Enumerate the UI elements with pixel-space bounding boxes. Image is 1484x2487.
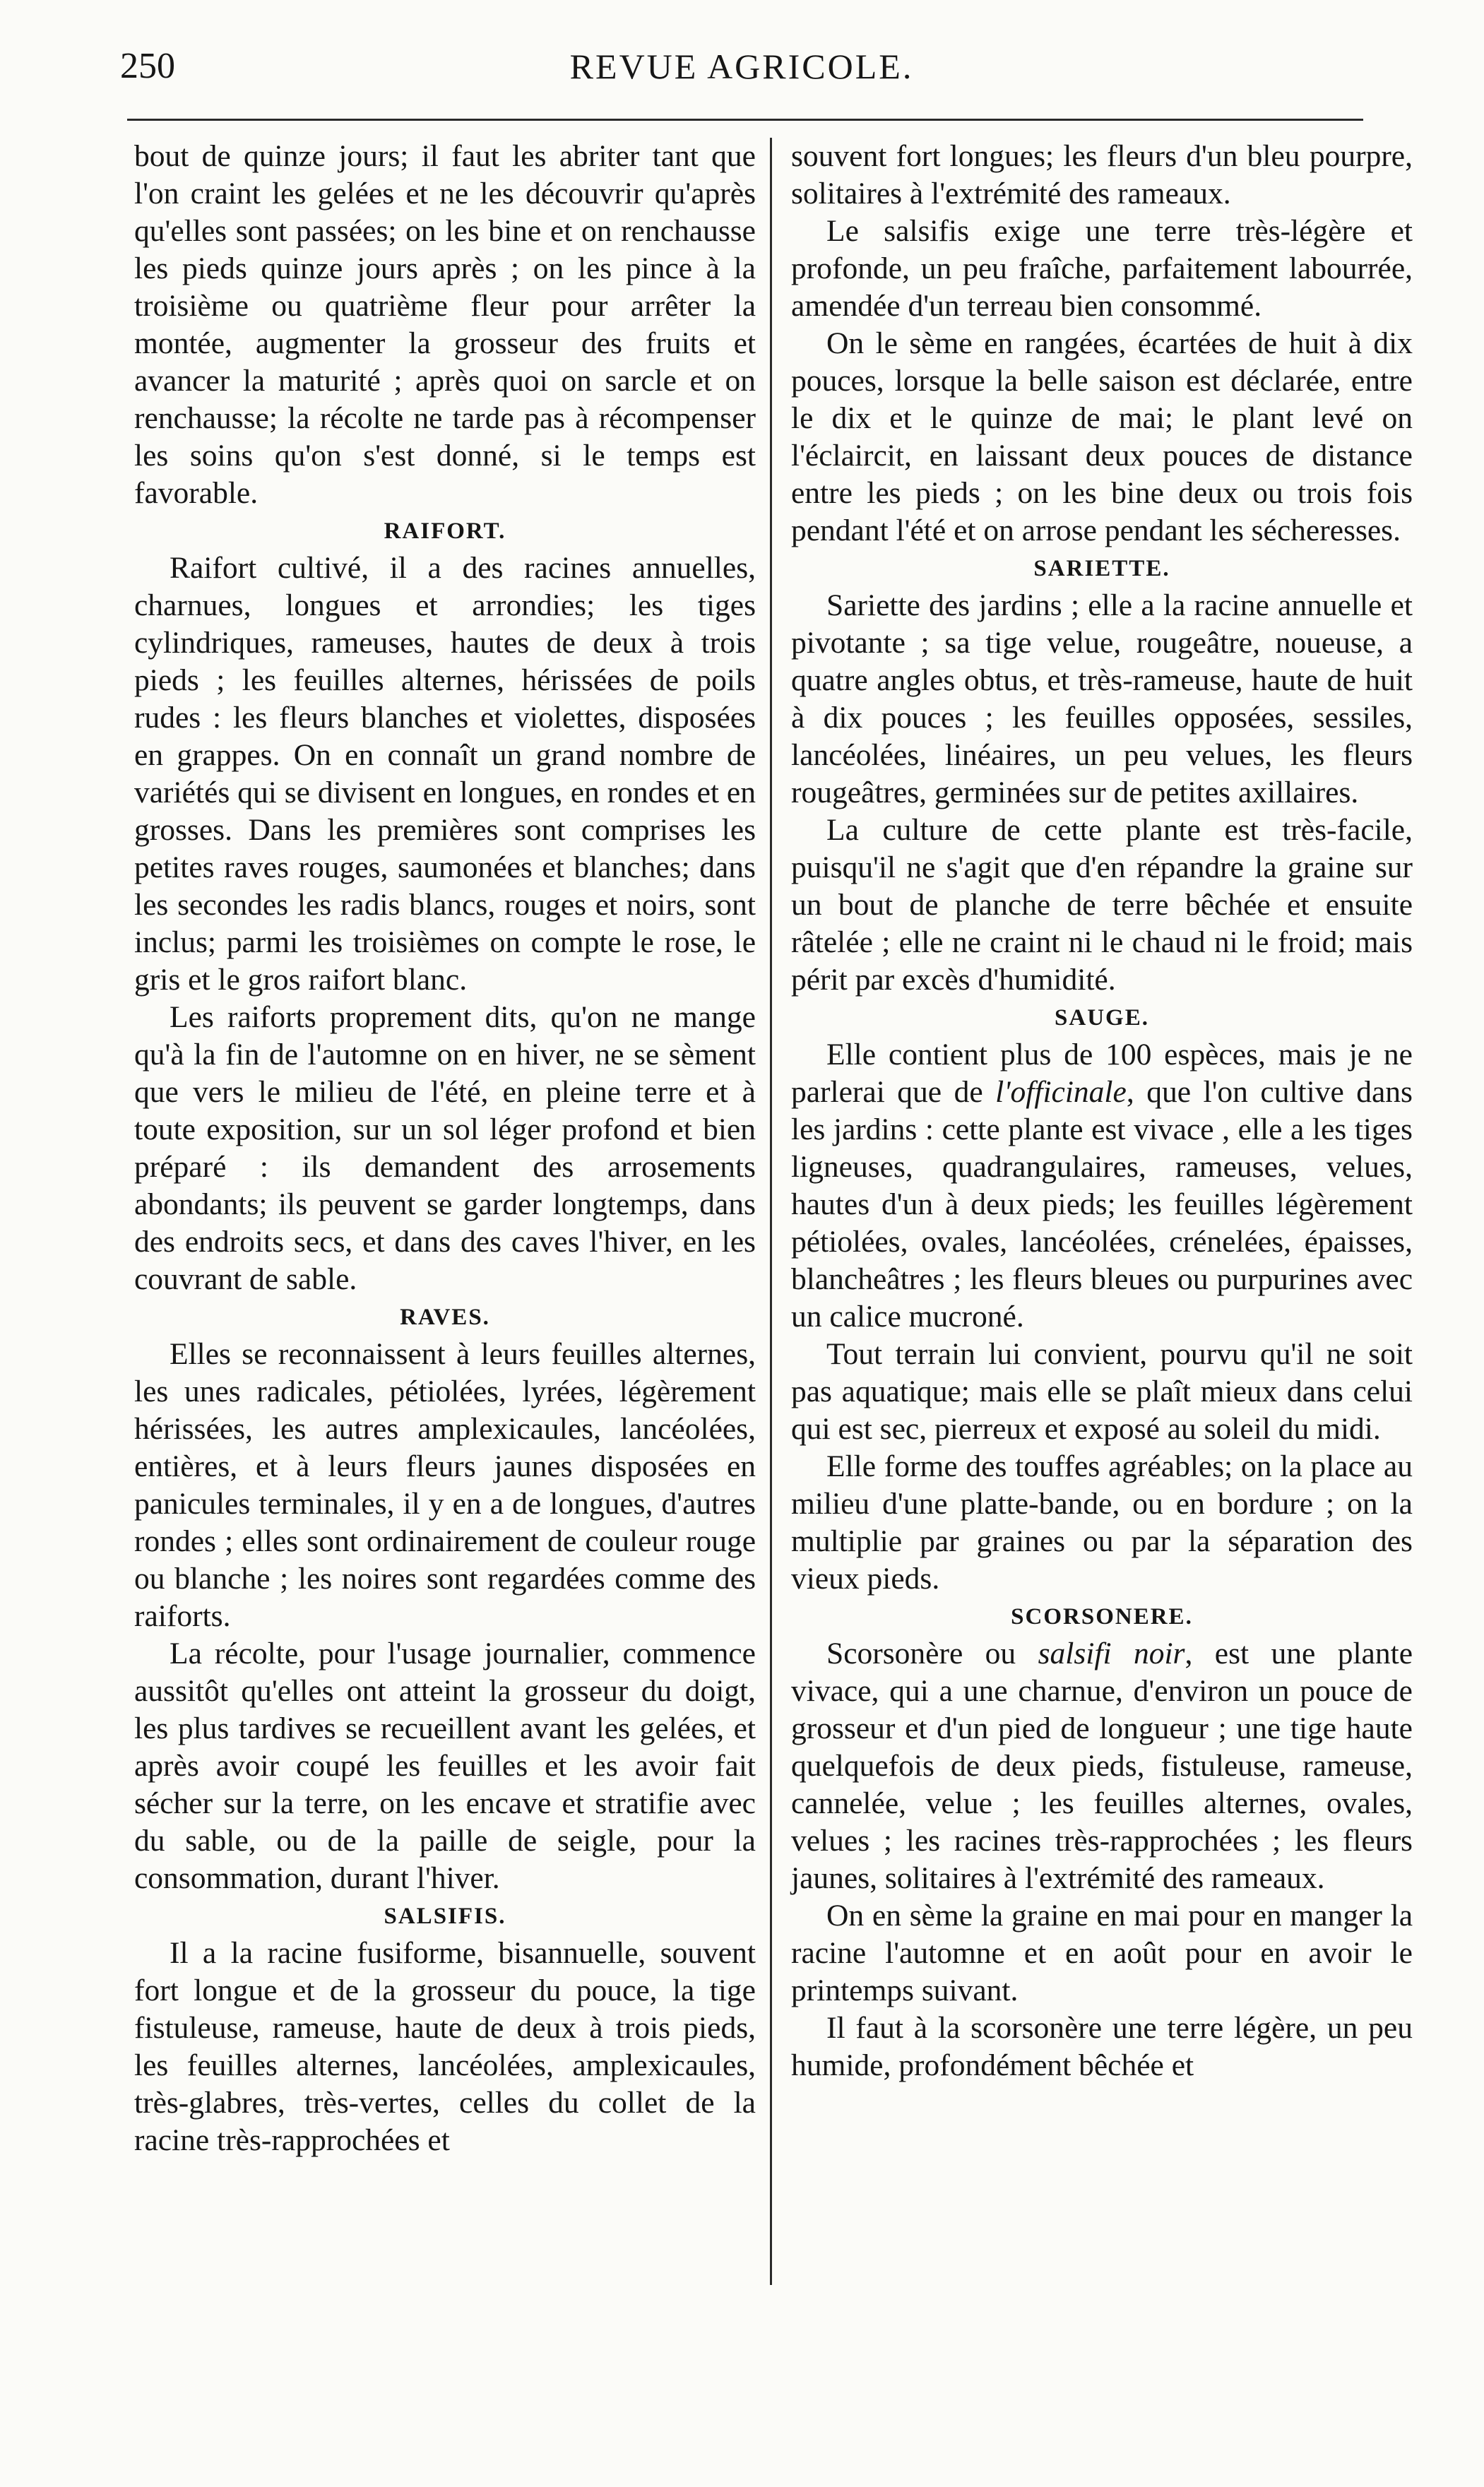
paragraph: La culture de cette plante est très-facile, puisqu'il ne s'agit que d'en répandre la graine sur un bout de planche de terre bêchée et ensuite râtelée ; elle ne craint ni le chaud ni le froid; mais périt par excès d'humidité.: [791, 813, 1413, 997]
section-heading-raifort: RAIFORT.: [384, 518, 506, 544]
text-span: , est une plante vivace, qui a une charnue, d'environ un pouce de grosseur et d'un pied de longueur ; une tige haute quelquefois de deux pieds, fistuleuse, rameuse, cannelée, velue ; les feuilles alternes, ovales, velues ; les racines très-rapprochées ; les fleurs jaunes, solitaires à l'extrémité des rameaux.: [791, 1637, 1413, 1895]
paragraph: [791, 1036, 1413, 1336]
section-heading-sariette: SARIETTE.: [1033, 556, 1170, 581]
section-heading-salsifis: SALSIFIS.: [384, 1904, 506, 1929]
paragraph: bout de quinze jours; il faut les abriter tant que l'on craint les gelées et ne les découvrir qu'après qu'elles sont passées; on les bine et on renchausse les pieds quinze jours après ; on les pince à la troisième ou quatrième fleur pour arrêter la montée, augmenter la grosseur des fruits et avancer la maturité ; après quoi on sarcle et on renchausse; la récolte ne tarde pas à récompenser les soins qu'on s'est donné, si le temps est favorable.: [134, 139, 756, 510]
column-divider: [770, 138, 772, 2285]
paragraph: Il a la racine fusiforme, bisannuelle, souvent fort longue et de la grosseur du pouce, la tige fistuleuse, rameuse, haute de deux à trois pieds, les feuilles alternes, lancéolées, amplexicaules, très-glabres, très-vertes, celles du collet de la racine très-rapprochées et: [134, 1936, 756, 2157]
text-span: Elle contient plus de 100 espèces, mais je ne parlerai que de: [791, 1038, 1413, 1109]
paragraph: Les raiforts proprement dits, qu'on ne mange qu'à la fin de l'automne on en hiver, ne se sèment que vers le milieu de l'été, en pleine terre et à toute exposition, sur un sol léger profond et bien préparé : ils demandent des arrosements abondants; ils peuvent se garder longtemps, dans des endroits secs, et dans des caves l'hiver, en les couvrant de sable.: [134, 1000, 756, 1296]
paragraph: Tout terrain lui convient, pourvu qu'il ne soit pas aquatique; mais elle se plaît mieux dans celui qui est sec, pierreux et exposé au soleil du midi.: [791, 1337, 1413, 1446]
section-heading-scorsonere: SCORSONERE.: [1011, 1604, 1193, 1630]
paragraph: souvent fort longues; les fleurs d'un bleu pourpre, solitaires à l'extrémité des rameaux.: [791, 139, 1413, 210]
paragraph: Le salsifis exige une terre très-légère et profonde, un peu fraîche, parfaitement labourrée, amendée d'un terreau bien consommé.: [791, 214, 1413, 323]
paragraph: Elles se reconnaissent à leurs feuilles alternes, les unes radicales, pétiolées, lyrées, légèrement hérissées, les autres amplexicaules, lancéolées, entières, et à leurs fleurs jaunes disposées en panicules terminales, il y en a de longues, d'autres rondes ; elles sont ordinairement de couleur rouge ou blanche ; les noires sont regardées comme des raiforts.: [134, 1337, 756, 1633]
paragraph: On le sème en rangées, écartées de huit à dix pouces, lorsque la belle saison est déclarée, entre le dix et le quinze de mai; le plant levé on l'éclaircit, en laissant deux pouces de distance entre les pieds ; on les bine deux ou trois fois pendant l'été et on arrose pendant les sécheresses.: [791, 326, 1413, 547]
paragraph: Sariette des jardins ; elle a la racine annuelle et pivotante ; sa tige velue, rougeâtre, noueuse, a quatre angles obtus, et très-rameuse, haute de huit à dix pouces ; les feuilles opposées, sessiles, lancéolées, linéaires, un peu velues, les fleurs rougeâtres, germinées sur de petites axillaires.: [791, 588, 1413, 809]
page-header: [120, 44, 1363, 100]
left-column: [134, 138, 756, 2159]
section-heading-sauge: SAUGE.: [1055, 1005, 1149, 1031]
header-rule: [127, 119, 1363, 121]
paragraph: Il faut à la scorsonère une terre légère, un peu humide, profondément bêchée et: [791, 2011, 1413, 2082]
text-span: Scorsonère ou: [826, 1637, 1038, 1670]
right-column: [791, 138, 1413, 2084]
paragraph: La récolte, pour l'usage journalier, commence aussitôt qu'elles ont atteint la grosseur du doigt, les plus tardives se recueillent avant les gelées, et après avoir coupé les feuilles et les avoir fait sécher sur la terre, on les encave et stratifie avec du sable, ou de la paille de seigle, pour la consommation, durant l'hiver.: [134, 1637, 756, 1895]
running-title: REVUE AGRICOLE.: [569, 47, 914, 86]
paragraph: On en sème la graine en mai pour en manger la racine l'automne et en août pour en avoir le printemps suivant.: [791, 1899, 1413, 2007]
paragraph: Elle forme des touffes agréables; on la place au milieu d'une platte-bande, ou en bordure ; on la multiplie par graines ou par la séparation des vieux pieds.: [791, 1449, 1413, 1596]
italic-term: salsifi noir: [1038, 1637, 1185, 1670]
text-span: , que l'on cultive dans les jardins : cette plante est vivace , elle a les tiges ligneuses, quadrangulaires, rameuses, velues, hautes d'un à deux pieds; les feuilles légèrement pétiolées, ovales, lancéolées, crénelées, épaisses, blancheâtres ; les fleurs bleues ou purpurines avec un calice mucroné.: [791, 1075, 1413, 1334]
section-heading-raves: RAVES.: [400, 1305, 490, 1330]
page-number: 250: [120, 46, 175, 86]
paragraph: [791, 1635, 1413, 1897]
paragraph: Raifort cultivé, il a des racines annuelles, charnues, longues et arrondies; les tiges cylindriques, rameuses, hautes de deux à trois pieds ; les feuilles alternes, hérissées de poils rudes : les fleurs blanches et violettes, disposées en grappes. On en connaît un grand nombre de variétés qui se divisent en longues, en rondes et en grosses. Dans les premières sont comprises les petites raves rouges, saumonées et blanches; dans les secondes les radis blancs, rouges et noirs, sont inclus; parmi les troisièmes on compte le rose, le gris et le gros raifort blanc.: [134, 551, 756, 997]
italic-term: l'officinale: [995, 1075, 1127, 1109]
